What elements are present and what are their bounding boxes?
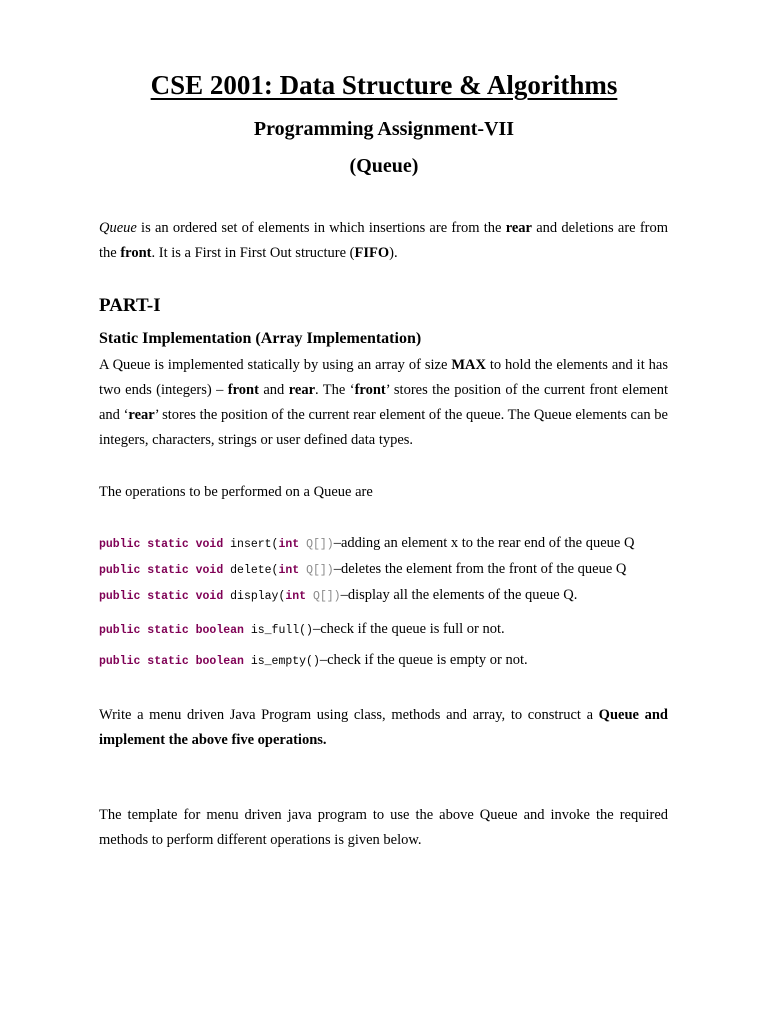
intro-text-3: . It is a First in First Out structure ( bbox=[151, 245, 355, 261]
intro-front: front bbox=[120, 245, 152, 261]
op-modifiers: public static void bbox=[99, 564, 224, 577]
op-modifiers: public static void bbox=[99, 590, 224, 603]
op-type: int bbox=[278, 538, 300, 551]
op-modifiers: public static boolean bbox=[99, 624, 244, 637]
operation-display bbox=[99, 585, 577, 607]
operation-is-empty bbox=[99, 650, 528, 672]
op-args: Q[]) bbox=[306, 590, 341, 603]
op-desc: –display all the elements of the queue Q. bbox=[340, 587, 578, 603]
desc-text-c: and bbox=[258, 382, 289, 398]
intro-fifo: FIFO bbox=[354, 245, 390, 261]
op-desc: –check if the queue is full or not. bbox=[312, 621, 505, 637]
part-heading: PART-I bbox=[99, 295, 161, 316]
operations-intro: The operations to be performed on a Queue are bbox=[99, 484, 373, 500]
intro-text-1: is an ordered set of elements in which insertions are from the bbox=[136, 220, 506, 236]
template-note: The template for menu driven java program to use the above Queue and invoke the required methods to perform different operations is given below. bbox=[99, 807, 668, 848]
desc-text-a: A Queue is implemented statically by using an array of size bbox=[99, 357, 452, 373]
operation-delete bbox=[99, 559, 626, 581]
section-subheading: Static Implementation (Array Implementation) bbox=[99, 330, 422, 347]
op-modifiers: public static void bbox=[99, 538, 224, 551]
description-paragraph bbox=[99, 353, 668, 453]
op-name: is_full() bbox=[243, 624, 313, 637]
document-title: CSE 2001: Data Structure & Algorithms bbox=[150, 70, 618, 100]
op-name: delete( bbox=[223, 564, 279, 577]
desc-front-quoted: front bbox=[354, 382, 386, 398]
operation-is-full bbox=[99, 619, 505, 641]
desc-text-f: ’ stores the position of the current rear element of the queue. The Queue elements can be integers, characters, strings or user defined data types. bbox=[99, 407, 668, 448]
desc-text-e: ’ stores the position of the current front element and ‘ bbox=[99, 382, 668, 423]
desc-front: front bbox=[227, 382, 259, 398]
desc-rear-quoted: rear bbox=[128, 407, 155, 423]
op-args: Q[]) bbox=[299, 564, 334, 577]
intro-text-4: ). bbox=[389, 245, 398, 261]
intro-rear: rear bbox=[505, 220, 532, 236]
operation-insert bbox=[99, 533, 634, 555]
op-name: display( bbox=[223, 590, 286, 603]
desc-rear: rear bbox=[288, 382, 316, 398]
task-bold: Queue and implement the above five operations. bbox=[99, 707, 668, 748]
task-text: Write a menu driven Java Program using class, methods and array, to construct a bbox=[99, 707, 599, 723]
op-modifiers: public static boolean bbox=[99, 655, 244, 668]
op-desc: –adding an element x to the rear end of the queue Q bbox=[333, 535, 635, 551]
topic-subtitle: (Queue) bbox=[349, 155, 419, 177]
desc-text-b: to hold the elements and it has two ends (integers) – bbox=[99, 357, 668, 398]
intro-paragraph bbox=[99, 216, 668, 266]
assignment-subtitle: Programming Assignment-VII bbox=[253, 118, 515, 140]
task-paragraph bbox=[99, 703, 668, 753]
desc-text-d: . The ‘ bbox=[315, 382, 355, 398]
op-type: int bbox=[285, 590, 307, 603]
op-name: insert( bbox=[223, 538, 279, 551]
op-desc: –check if the queue is empty or not. bbox=[319, 652, 528, 668]
intro-text-2: and deletions are from the bbox=[99, 220, 669, 261]
desc-max: MAX bbox=[451, 357, 486, 373]
op-desc: –deletes the element from the front of the queue Q bbox=[333, 561, 627, 577]
op-type: int bbox=[278, 564, 300, 577]
op-name: is_empty() bbox=[243, 655, 320, 668]
intro-term: Queue bbox=[99, 220, 137, 236]
op-args: Q[]) bbox=[299, 538, 334, 551]
